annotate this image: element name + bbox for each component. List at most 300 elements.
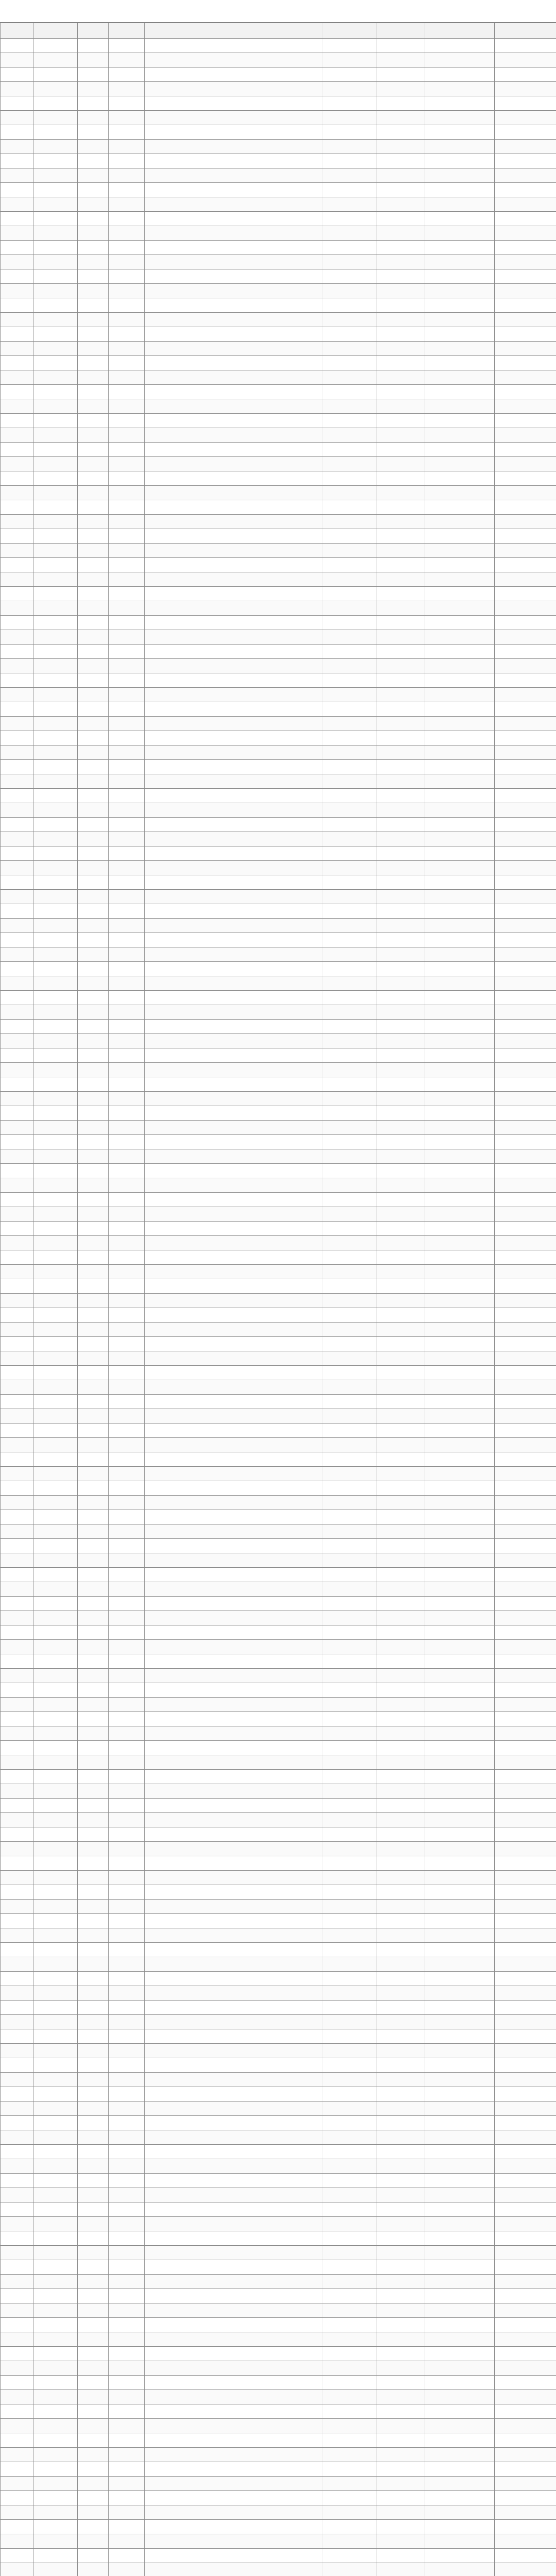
cell-date xyxy=(33,2404,78,2419)
table-row xyxy=(1,53,556,67)
cell-type xyxy=(78,1611,109,1625)
cell-note xyxy=(495,370,556,385)
cell-type xyxy=(78,298,109,313)
cell-note xyxy=(495,2448,556,2462)
cell-note xyxy=(495,2087,556,2102)
cell-price xyxy=(425,2433,495,2448)
cell-address xyxy=(145,471,322,486)
cell-price xyxy=(425,2246,495,2260)
cell-address xyxy=(145,2404,322,2419)
cell-area xyxy=(376,1712,425,1726)
table-row xyxy=(1,2044,556,2058)
cell-price xyxy=(425,2174,495,2188)
cell-layout xyxy=(109,1077,145,1092)
cell-date xyxy=(33,1914,78,1928)
cell-date xyxy=(33,1654,78,1669)
cell-price xyxy=(425,370,495,385)
cell-layout xyxy=(109,1856,145,1871)
cell-address xyxy=(145,399,322,414)
cell-type xyxy=(78,2188,109,2202)
table-row xyxy=(1,140,556,154)
header-area xyxy=(376,23,425,39)
cell-type xyxy=(78,2491,109,2505)
cell-price xyxy=(425,1871,495,1885)
cell-price xyxy=(425,2332,495,2347)
cell-date xyxy=(33,197,78,212)
cell-type xyxy=(78,1207,109,1222)
cell-note xyxy=(495,904,556,919)
header-date xyxy=(33,23,78,39)
cell-orientation xyxy=(322,67,376,82)
cell-address xyxy=(145,1279,322,1294)
cell-address xyxy=(145,313,322,327)
cell-date xyxy=(33,2462,78,2477)
cell-address xyxy=(145,2087,322,2102)
cell-seq xyxy=(1,1020,33,1034)
table-row xyxy=(1,1380,556,1395)
cell-layout xyxy=(109,2419,145,2433)
cell-seq xyxy=(1,688,33,702)
cell-note xyxy=(495,2376,556,2390)
cell-seq xyxy=(1,745,33,760)
cell-date xyxy=(33,1222,78,1236)
cell-date xyxy=(33,688,78,702)
cell-orientation xyxy=(322,1582,376,1597)
cell-orientation xyxy=(322,1236,376,1250)
table-row xyxy=(1,2246,556,2260)
cell-type xyxy=(78,904,109,919)
cell-type xyxy=(78,1063,109,1077)
cell-address xyxy=(145,370,322,385)
cell-type xyxy=(78,2029,109,2044)
cell-seq xyxy=(1,2303,33,2318)
cell-date xyxy=(33,2376,78,2390)
cell-date xyxy=(33,2029,78,2044)
cell-date xyxy=(33,1020,78,1034)
cell-price xyxy=(425,659,495,673)
cell-type xyxy=(78,1077,109,1092)
table-row xyxy=(1,2015,556,2029)
cell-orientation xyxy=(322,1770,376,1784)
header-note xyxy=(495,23,556,39)
cell-type xyxy=(78,486,109,500)
cell-area xyxy=(376,2174,425,2188)
cell-note xyxy=(495,1770,556,1784)
cell-seq xyxy=(1,2116,33,2130)
cell-layout xyxy=(109,558,145,572)
cell-price xyxy=(425,486,495,500)
cell-note xyxy=(495,991,556,1005)
cell-area xyxy=(376,1265,425,1279)
cell-note xyxy=(495,486,556,500)
cell-area xyxy=(376,111,425,125)
cell-seq xyxy=(1,2477,33,2491)
cell-seq xyxy=(1,2044,33,2058)
cell-orientation xyxy=(322,2015,376,2029)
cell-orientation xyxy=(322,1741,376,1755)
cell-address xyxy=(145,327,322,342)
cell-area xyxy=(376,1741,425,1755)
cell-area xyxy=(376,991,425,1005)
cell-date xyxy=(33,399,78,414)
cell-area xyxy=(376,327,425,342)
cell-note xyxy=(495,1597,556,1611)
cell-orientation xyxy=(322,2361,376,2376)
table-row xyxy=(1,1784,556,1799)
cell-layout xyxy=(109,774,145,789)
cell-layout xyxy=(109,1409,145,1423)
cell-date xyxy=(33,818,78,832)
table-row xyxy=(1,529,556,544)
cell-type xyxy=(78,2015,109,2029)
cell-date xyxy=(33,1856,78,1871)
cell-type xyxy=(78,1755,109,1770)
cell-type xyxy=(78,2462,109,2477)
table-row xyxy=(1,399,556,414)
cell-address xyxy=(145,991,322,1005)
cell-type xyxy=(78,1121,109,1135)
cell-address xyxy=(145,154,322,168)
cell-price xyxy=(425,471,495,486)
cell-seq xyxy=(1,414,33,428)
cell-note xyxy=(495,2520,556,2534)
cell-orientation xyxy=(322,688,376,702)
cell-seq xyxy=(1,1510,33,1524)
cell-orientation xyxy=(322,212,376,226)
table-row xyxy=(1,2491,556,2505)
cell-type xyxy=(78,197,109,212)
cell-price xyxy=(425,1178,495,1193)
cell-area xyxy=(376,313,425,327)
cell-layout xyxy=(109,1957,145,1972)
table-row xyxy=(1,168,556,183)
cell-price xyxy=(425,356,495,370)
cell-note xyxy=(495,803,556,818)
cell-date xyxy=(33,2145,78,2159)
table-row xyxy=(1,212,556,226)
cell-type xyxy=(78,1452,109,1467)
cell-address xyxy=(145,702,322,717)
cell-seq xyxy=(1,1135,33,1149)
cell-address xyxy=(145,298,322,313)
cell-type xyxy=(78,1698,109,1712)
cell-type xyxy=(78,356,109,370)
cell-address xyxy=(145,774,322,789)
cell-area xyxy=(376,1784,425,1799)
cell-price xyxy=(425,96,495,111)
cell-note xyxy=(495,2419,556,2433)
cell-address xyxy=(145,1726,322,1741)
cell-layout xyxy=(109,39,145,53)
cell-orientation xyxy=(322,2188,376,2202)
table-row xyxy=(1,1799,556,1813)
cell-price xyxy=(425,1568,495,1582)
cell-layout xyxy=(109,1048,145,1063)
cell-price xyxy=(425,385,495,399)
cell-layout xyxy=(109,731,145,745)
cell-layout xyxy=(109,327,145,342)
cell-date xyxy=(33,2318,78,2332)
cell-date xyxy=(33,1568,78,1582)
cell-address xyxy=(145,2505,322,2520)
cell-orientation xyxy=(322,2116,376,2130)
cell-orientation xyxy=(322,904,376,919)
cell-type xyxy=(78,1048,109,1063)
cell-orientation xyxy=(322,2376,376,2390)
cell-seq xyxy=(1,82,33,96)
table-row xyxy=(1,745,556,760)
cell-note xyxy=(495,2015,556,2029)
table-row xyxy=(1,1625,556,1640)
cell-price xyxy=(425,1193,495,1207)
cell-orientation xyxy=(322,1726,376,1741)
cell-price xyxy=(425,2130,495,2145)
cell-seq xyxy=(1,645,33,659)
cell-seq xyxy=(1,1149,33,1164)
cell-price xyxy=(425,1077,495,1092)
cell-seq xyxy=(1,111,33,125)
cell-note xyxy=(495,1193,556,1207)
cell-address xyxy=(145,717,322,731)
cell-orientation xyxy=(322,1510,376,1524)
cell-price xyxy=(425,919,495,933)
cell-price xyxy=(425,1467,495,1481)
table-row xyxy=(1,1423,556,1438)
cell-date xyxy=(33,2015,78,2029)
cell-date xyxy=(33,39,78,53)
cell-note xyxy=(495,2044,556,2058)
cell-address xyxy=(145,861,322,875)
cell-note xyxy=(495,1092,556,1106)
cell-date xyxy=(33,241,78,255)
cell-type xyxy=(78,2102,109,2116)
cell-area xyxy=(376,2130,425,2145)
cell-date xyxy=(33,962,78,976)
cell-layout xyxy=(109,1568,145,1582)
cell-address xyxy=(145,1496,322,1510)
table-row xyxy=(1,2303,556,2318)
cell-date xyxy=(33,140,78,154)
cell-layout xyxy=(109,1250,145,1265)
cell-orientation xyxy=(322,587,376,601)
cell-seq xyxy=(1,154,33,168)
cell-orientation xyxy=(322,342,376,356)
cell-type xyxy=(78,1481,109,1496)
cell-price xyxy=(425,803,495,818)
cell-note xyxy=(495,2433,556,2448)
cell-address xyxy=(145,1669,322,1683)
cell-address xyxy=(145,2044,322,2058)
cell-orientation xyxy=(322,399,376,414)
cell-address xyxy=(145,1121,322,1135)
table-row xyxy=(1,1842,556,1856)
cell-type xyxy=(78,2390,109,2404)
cell-price xyxy=(425,1222,495,1236)
cell-layout xyxy=(109,1164,145,1178)
cell-date xyxy=(33,2448,78,2462)
cell-date xyxy=(33,67,78,82)
cell-layout xyxy=(109,1683,145,1698)
cell-note xyxy=(495,1640,556,1654)
table-row xyxy=(1,1914,556,1928)
cell-address xyxy=(145,2419,322,2433)
cell-date xyxy=(33,745,78,760)
cell-address xyxy=(145,818,322,832)
table-row xyxy=(1,962,556,976)
cell-orientation xyxy=(322,1539,376,1553)
cell-price xyxy=(425,1957,495,1972)
cell-note xyxy=(495,1741,556,1755)
cell-date xyxy=(33,313,78,327)
cell-area xyxy=(376,2087,425,2102)
cell-note xyxy=(495,832,556,846)
cell-price xyxy=(425,1207,495,1222)
cell-price xyxy=(425,2159,495,2174)
table-row xyxy=(1,789,556,803)
cell-seq xyxy=(1,1640,33,1654)
cell-area xyxy=(376,1164,425,1178)
cell-price xyxy=(425,1539,495,1553)
cell-note xyxy=(495,241,556,255)
cell-note xyxy=(495,1582,556,1597)
cell-seq xyxy=(1,2549,33,2563)
cell-date xyxy=(33,53,78,67)
cell-type xyxy=(78,962,109,976)
cell-price xyxy=(425,1856,495,1871)
cell-date xyxy=(33,2347,78,2361)
cell-date xyxy=(33,111,78,125)
cell-layout xyxy=(109,1005,145,1020)
cell-date xyxy=(33,284,78,298)
cell-type xyxy=(78,2087,109,2102)
cell-price xyxy=(425,1842,495,1856)
cell-layout xyxy=(109,1972,145,1986)
cell-note xyxy=(495,313,556,327)
cell-seq xyxy=(1,1279,33,1294)
cell-type xyxy=(78,760,109,774)
cell-layout xyxy=(109,1900,145,1914)
cell-area xyxy=(376,688,425,702)
header-type xyxy=(78,23,109,39)
cell-date xyxy=(33,2390,78,2404)
cell-layout xyxy=(109,572,145,587)
cell-layout xyxy=(109,2174,145,2188)
cell-price xyxy=(425,1972,495,1986)
cell-date xyxy=(33,1885,78,1900)
cell-date xyxy=(33,803,78,818)
table-row xyxy=(1,2477,556,2491)
cell-orientation xyxy=(322,1669,376,1683)
cell-note xyxy=(495,1871,556,1885)
cell-layout xyxy=(109,1020,145,1034)
cell-orientation xyxy=(322,500,376,515)
cell-note xyxy=(495,1308,556,1323)
cell-seq xyxy=(1,1077,33,1092)
cell-layout xyxy=(109,1669,145,1683)
cell-layout xyxy=(109,2332,145,2347)
cell-seq xyxy=(1,587,33,601)
cell-date xyxy=(33,356,78,370)
cell-date xyxy=(33,1827,78,1842)
cell-area xyxy=(376,1900,425,1914)
cell-orientation xyxy=(322,1957,376,1972)
cell-type xyxy=(78,1986,109,2001)
cell-date xyxy=(33,1784,78,1799)
cell-date xyxy=(33,1409,78,1423)
cell-price xyxy=(425,1640,495,1654)
cell-layout xyxy=(109,745,145,760)
cell-layout xyxy=(109,1597,145,1611)
cell-seq xyxy=(1,255,33,269)
cell-price xyxy=(425,1048,495,1063)
cell-date xyxy=(33,1755,78,1770)
cell-note xyxy=(495,890,556,904)
cell-price xyxy=(425,2347,495,2361)
cell-price xyxy=(425,2116,495,2130)
cell-seq xyxy=(1,1683,33,1698)
cell-layout xyxy=(109,2217,145,2231)
cell-orientation xyxy=(322,197,376,212)
cell-layout xyxy=(109,2231,145,2246)
cell-note xyxy=(495,1611,556,1625)
cell-orientation xyxy=(322,933,376,947)
cell-area xyxy=(376,558,425,572)
cell-seq xyxy=(1,1957,33,1972)
cell-orientation xyxy=(322,2260,376,2275)
cell-seq xyxy=(1,2202,33,2217)
table-row xyxy=(1,1005,556,1020)
cell-address xyxy=(145,2433,322,2448)
cell-layout xyxy=(109,2044,145,2058)
cell-address xyxy=(145,1020,322,1034)
cell-orientation xyxy=(322,414,376,428)
table-row xyxy=(1,197,556,212)
cell-price xyxy=(425,168,495,183)
cell-address xyxy=(145,1409,322,1423)
cell-price xyxy=(425,111,495,125)
cell-date xyxy=(33,1871,78,1885)
cell-note xyxy=(495,356,556,370)
cell-price xyxy=(425,2102,495,2116)
cell-price xyxy=(425,976,495,991)
cell-orientation xyxy=(322,1092,376,1106)
cell-note xyxy=(495,1813,556,1827)
cell-area xyxy=(376,1351,425,1366)
cell-area xyxy=(376,2260,425,2275)
cell-price xyxy=(425,67,495,82)
cell-type xyxy=(78,2520,109,2534)
cell-area xyxy=(376,67,425,82)
cell-type xyxy=(78,2217,109,2231)
cell-area xyxy=(376,1193,425,1207)
table-row xyxy=(1,2448,556,2462)
cell-type xyxy=(78,803,109,818)
cell-price xyxy=(425,226,495,241)
cell-area xyxy=(376,731,425,745)
cell-address xyxy=(145,1784,322,1799)
cell-address xyxy=(145,2217,322,2231)
cell-seq xyxy=(1,832,33,846)
cell-orientation xyxy=(322,731,376,745)
cell-layout xyxy=(109,846,145,861)
cell-layout xyxy=(109,414,145,428)
cell-address xyxy=(145,1481,322,1496)
cell-price xyxy=(425,2549,495,2563)
cell-note xyxy=(495,298,556,313)
cell-type xyxy=(78,1409,109,1423)
cell-area xyxy=(376,1250,425,1265)
cell-seq xyxy=(1,2145,33,2159)
